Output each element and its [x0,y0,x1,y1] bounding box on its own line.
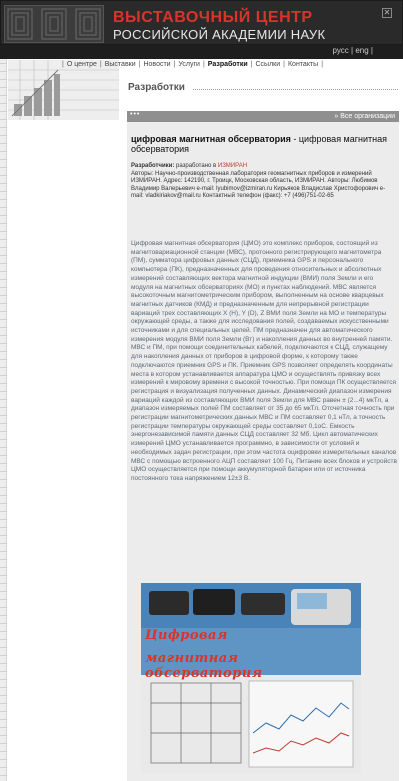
strip-line [0,239,7,240]
strip-line [0,775,7,776]
strip-line [0,383,7,384]
strip-line [0,359,7,360]
site-title-line2: РОССИЙСКОЙ АКАДЕМИИ НАУК [113,27,326,42]
strip-line [0,287,7,288]
article-body: Цифровая магнитная обсерватория (ЦМО) это комплекс приборов, состоящий из магнитовариационной станции (МВС), протонного регистрирующего магнитометра (ПМ), сумматора цифровых данных (СЦД), приемника GPS и персонального компьютера (ПК), предназначенных для проведения относительных и абсолютных измерений составляющих вектора магнитной индукции (ВМИ) поля Земли и его модуля на магнитных обсерваториях (МО) и пунктах наблюдений. МВС является высокоточным магнитометрическим прибором, выполненным на основе кварцевых магнитных датчиков (КМД) и предназначенным для непрерывной регистрации вариаций трех составляющих X (H), Y (D), Z ВМИ поля Земли на МО и температуры окружающей среды, а также для исследования полей, создаваемых искусственными источниками и для специальных целей. ПМ предназначен для автоматического измерения модуля ВМИ поля Земли (Вт) и накопления данных во внутренней памяти. МВС и ПМ, при помощи соединительных кабелей, подключаются к СЦД, служащему для накопления данных от приборов в цифровой форме, к которому также подключаются приемник GPS и ПК. Приемник GPS позволяет определять координаты места в котором устанавливается аппаратура ЦМО и осуществлять привязку всех измерений к мировому времени с высокой точностью. При помощи ПК осуществляется регистрация и визуализация полученных данных. Динамический диапазон измерения вариаций каждой из составляющих ВМИ поля Земли для МВС равен ± (2...4) мкТл, а диапазон измеряемых полей ПМ составляет от 35 до 65 мкТл. Отсчетная точность при регистрации магнитометрических данных МВС и ПМ составляет 0,1 нТл, а точность регистрации температуры окружающей среды составляет 0,1оС. Емкость энергонезависимой памяти данных СЦД составляет 32 Мб. Цикл автоматических измерений ЦМО устанавливается программно, в зависимости от условий и необходимых задач регистрации, при этом частота оцифровки измерительных каналов МВС с помощью встроенного АЦП составляет 100 Гц. Питание всех блоков и устройств ЦМО осуществляется при помощи аккумуляторной батареи или от источника постоянного тока напряжением 12±3 В. [131,240,397,482]
strip-line [0,87,7,88]
strip-line [0,471,7,472]
strip-line [0,543,7,544]
strip-line [0,319,7,320]
strip-line [0,751,7,752]
strip-line [0,119,7,120]
language-switcher [333,46,374,55]
page-title: Разработки [128,82,185,93]
strip-line [0,423,7,424]
strip-line [0,135,7,136]
nav-separator: | [202,61,205,68]
nav-item-news[interactable]: Новости [143,61,171,68]
strip-line [0,335,7,336]
photo-caption-line2: магнитная обсерватория [145,651,263,681]
strip-line [0,615,7,616]
strip-line [0,327,7,328]
strip-line [0,279,7,280]
lang-separator: | [351,46,354,55]
developers-label: Разработчики: [131,163,175,169]
authors-text: Авторы: Научно-производственная лаборатория геомагнитных приборов и измерений ИЗМИРАН. Адрес: 142190, г. Троицк, Московская область, ИЗМИРАН. Авторы: Любимов Владимир Валерьевич e-mail: lyubimov@izmiran.ru Кирьяков Владислав Христофорович e-mail: vladkiriakov@mail.ru Контактный телефон (факс): +7 (496)751-02-65 [131,170,386,199]
strip-line [0,591,7,592]
developed-in-text: разработано в [174,163,218,169]
strip-line [0,103,7,104]
strip-line [0,759,7,760]
strip-line [0,175,7,176]
close-icon[interactable]: ✕ [383,8,391,17]
strip-line [0,711,7,712]
strip-line [0,95,7,96]
strip-line [0,455,7,456]
strip-line [0,567,7,568]
strip-line [0,127,7,128]
strip-line [0,303,7,304]
strip-line [0,735,7,736]
logo-pattern-icon [5,6,103,42]
strip-line [0,647,7,648]
strip-line [0,159,7,160]
strip-line [0,71,7,72]
site-header [0,0,403,45]
strip-line [0,687,7,688]
strip-line [0,263,7,264]
main-navigation [62,61,323,68]
lang-ru-link[interactable]: русс [332,46,349,55]
strip-line [0,663,7,664]
strip-line [0,671,7,672]
strip-line [0,207,7,208]
strip-line [0,527,7,528]
strip-line [0,311,7,312]
article-title [131,134,395,154]
nav-item-contacts[interactable]: Контакты [287,61,319,68]
lang-separator: | [370,46,373,55]
nav-separator: | [138,61,141,68]
all-organizations-link[interactable]: » Все организации [334,113,395,120]
nav-separator: | [173,61,176,68]
strip-line [0,743,7,744]
nav-separator: | [99,61,102,68]
strip-line [0,79,7,80]
strip-line [0,655,7,656]
strip-line [0,519,7,520]
nav-separator: | [283,61,285,68]
article-meta [131,163,395,201]
strip-line [0,495,7,496]
strip-line [0,439,7,440]
nav-item-about[interactable]: О центре [66,61,97,68]
strip-line [0,583,7,584]
site-logo[interactable] [4,5,104,43]
content-header-bar [127,111,399,122]
nav-separator: | [321,61,324,68]
strip-line [0,535,7,536]
product-photo [141,583,361,773]
strip-line [0,111,7,112]
strip-line [0,631,7,632]
organization-link[interactable]: ИЗМИРАН [217,163,248,169]
photo-caption-line1: Цифровая [145,628,228,643]
strip-line [0,231,7,232]
strip-line [0,183,7,184]
strip-line [0,727,7,728]
left-decorative-strip [0,59,7,781]
strip-line [0,503,7,504]
strip-line [0,447,7,448]
strip-line [0,143,7,144]
nav-item-links[interactable]: Ссылки [255,61,281,68]
strip-line [0,391,7,392]
strip-line [0,399,7,400]
strip-line [0,599,7,600]
strip-line [0,151,7,152]
strip-line [0,63,7,64]
strip-line [0,431,7,432]
strip-line [0,679,7,680]
strip-line [0,703,7,704]
strip-line [0,367,7,368]
title-divider [193,89,398,90]
strip-line [0,351,7,352]
strip-line [0,415,7,416]
strip-line [0,247,7,248]
strip-line [0,559,7,560]
strip-line [0,375,7,376]
strip-line [0,215,7,216]
strip-line [0,487,7,488]
strip-line [0,767,7,768]
strip-line [0,191,7,192]
strip-line [0,295,7,296]
strip-line [0,479,7,480]
article-title-rest: - цифровая магнитная обсерватория [131,134,388,154]
nav-separator: | [62,61,64,68]
strip-line [0,639,7,640]
strip-line [0,551,7,552]
strip-line [0,575,7,576]
content-panel [127,111,399,781]
article-title-bold: цифровая магнитная обсерватория [131,134,291,144]
strip-line [0,343,7,344]
strip-line [0,271,7,272]
nav-separator: | [250,61,253,68]
nav-item-developments[interactable]: Разработки [207,61,248,68]
strip-line [0,463,7,464]
bar-dots-icon: ••• [130,111,141,118]
strip-line [0,719,7,720]
nav-item-exhibitions[interactable]: Выставки [104,61,136,68]
strip-line [0,223,7,224]
sidebar-decorative-graphic [8,60,119,120]
strip-line [0,695,7,696]
lang-en-link[interactable]: eng [355,46,369,55]
site-title-line1: ВЫСТАВОЧНЫЙ ЦЕНТР [113,9,313,26]
nav-item-services[interactable]: Услуги [178,61,200,68]
strip-line [0,511,7,512]
strip-line [0,623,7,624]
strip-line [0,407,7,408]
developer-line [131,163,395,171]
strip-line [0,167,7,168]
strip-line [0,255,7,256]
strip-line [0,607,7,608]
strip-line [0,199,7,200]
language-bar [0,45,403,59]
